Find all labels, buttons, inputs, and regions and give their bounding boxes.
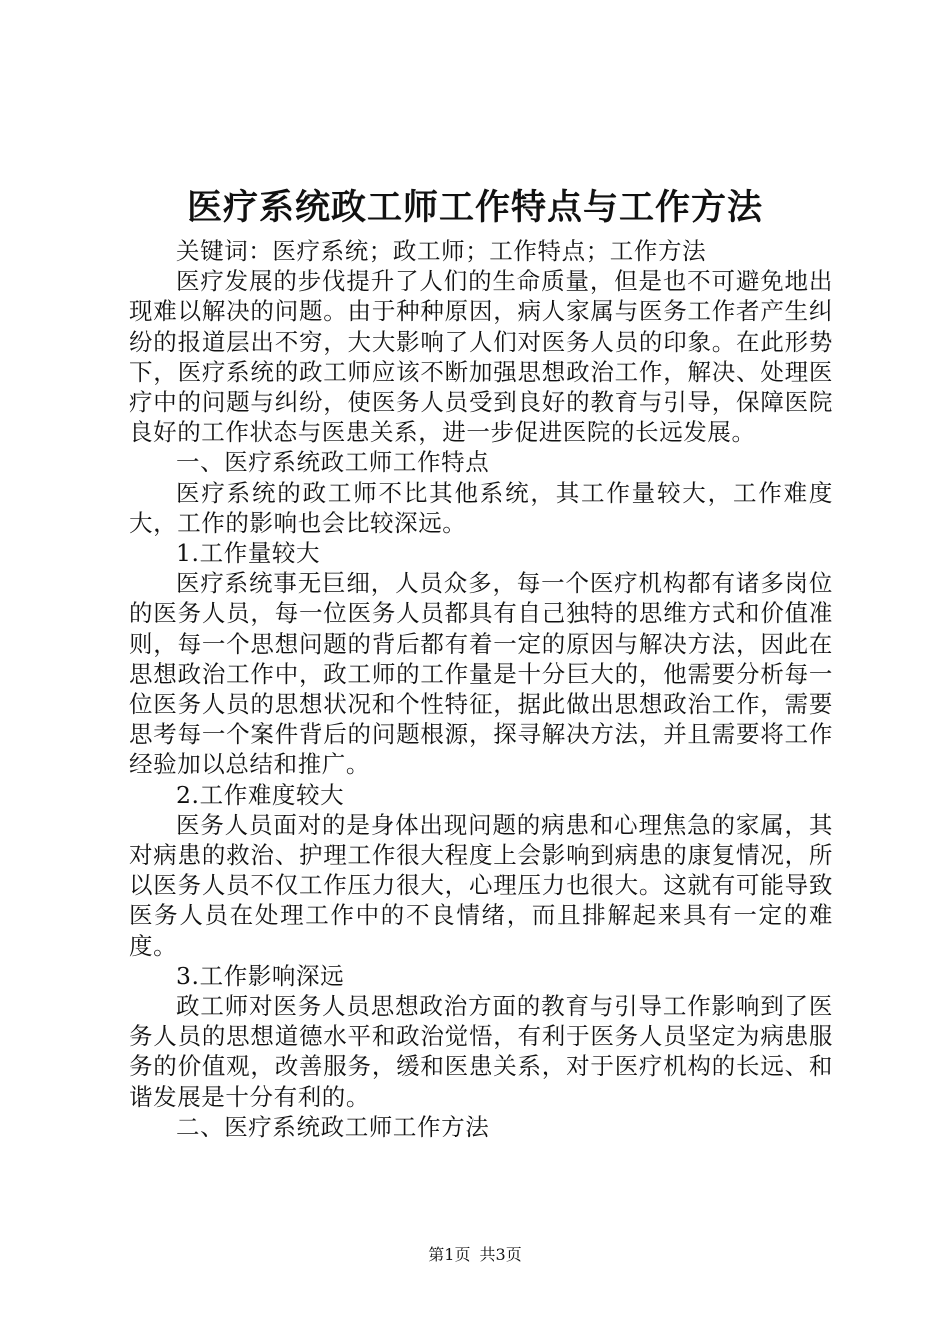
subheading-1-1: 1.工作量较大 [176, 539, 321, 568]
document-title: 医疗系统政工师工作特点与工作方法 [186, 187, 763, 228]
subheading-1-2: 2.工作难度较大 [176, 780, 345, 809]
section-heading-1: 一、医疗系统政工师工作特点 [176, 448, 490, 477]
subsection-1-1-paragraph: 医疗系统事无巨细，人员众多，每一个医疗机构都有诸多岗位的医务人员，每一位医务人员都具有自己独特的思维方式和价值准则，每一个思想问题的背后都有着一定的原因与解决方法，因此在思想政治工作中，政工师的工作量是十分巨大的，他需要分析每一位医务人员的思想状况和个性特征，据此做出思想政治工作，需要思考每一个案件背后的问题根源，探寻解决方法，并且需要将工作经验加以总结和推广。 [129, 569, 833, 779]
subsection-1-2-paragraph: 医务人员面对的是身体出现问题的病患和心理焦急的家属，其对病患的救治、护理工作很大程度上会影响到病患的康复情况，所以医务人员不仅工作压力很大，心理压力也很大。这就有可能导致医务人员在处理工作中的不良情绪，而且排解起来具有一定的难度。 [129, 810, 833, 960]
section-heading-2: 二、医疗系统政工师工作方法 [176, 1112, 490, 1141]
section-1-intro-paragraph: 医疗系统的政工师不比其他系统，其工作量较大，工作难度大，工作的影响也会比较深远。 [129, 478, 833, 537]
keywords-line: 关键词：医疗系统；政工师；工作特点；工作方法 [176, 237, 707, 265]
subheading-1-3: 3.工作影响深远 [176, 961, 345, 990]
subsection-1-3-paragraph: 政工师对医务人员思想政治方面的教育与引导工作影响到了医务人员的思想道德水平和政治觉悟，有利于医务人员坚定为病患服务的价值观，改善服务，缓和医患关系，对于医疗机构的长远、和谐发展是十分有利的。 [129, 992, 833, 1111]
document-body [129, 236, 833, 1142]
intro-paragraph: 医疗发展的步伐提升了人们的生命质量，但是也不可避免地出现难以解决的问题。由于种种原因，病人家属与医务工作者产生纠纷的报道层出不穷，大大影响了人们对医务人员的印象。在此形势下，医疗系统的政工师应该不断加强思想政治工作，解决、处理医疗中的问题与纠纷，使医务人员受到良好的教育与引导，保障医院良好的工作状态与医患关系，进一步促进医院的长远发展。 [129, 267, 833, 447]
page-footer: 第1页 共3页 [428, 1245, 522, 1264]
